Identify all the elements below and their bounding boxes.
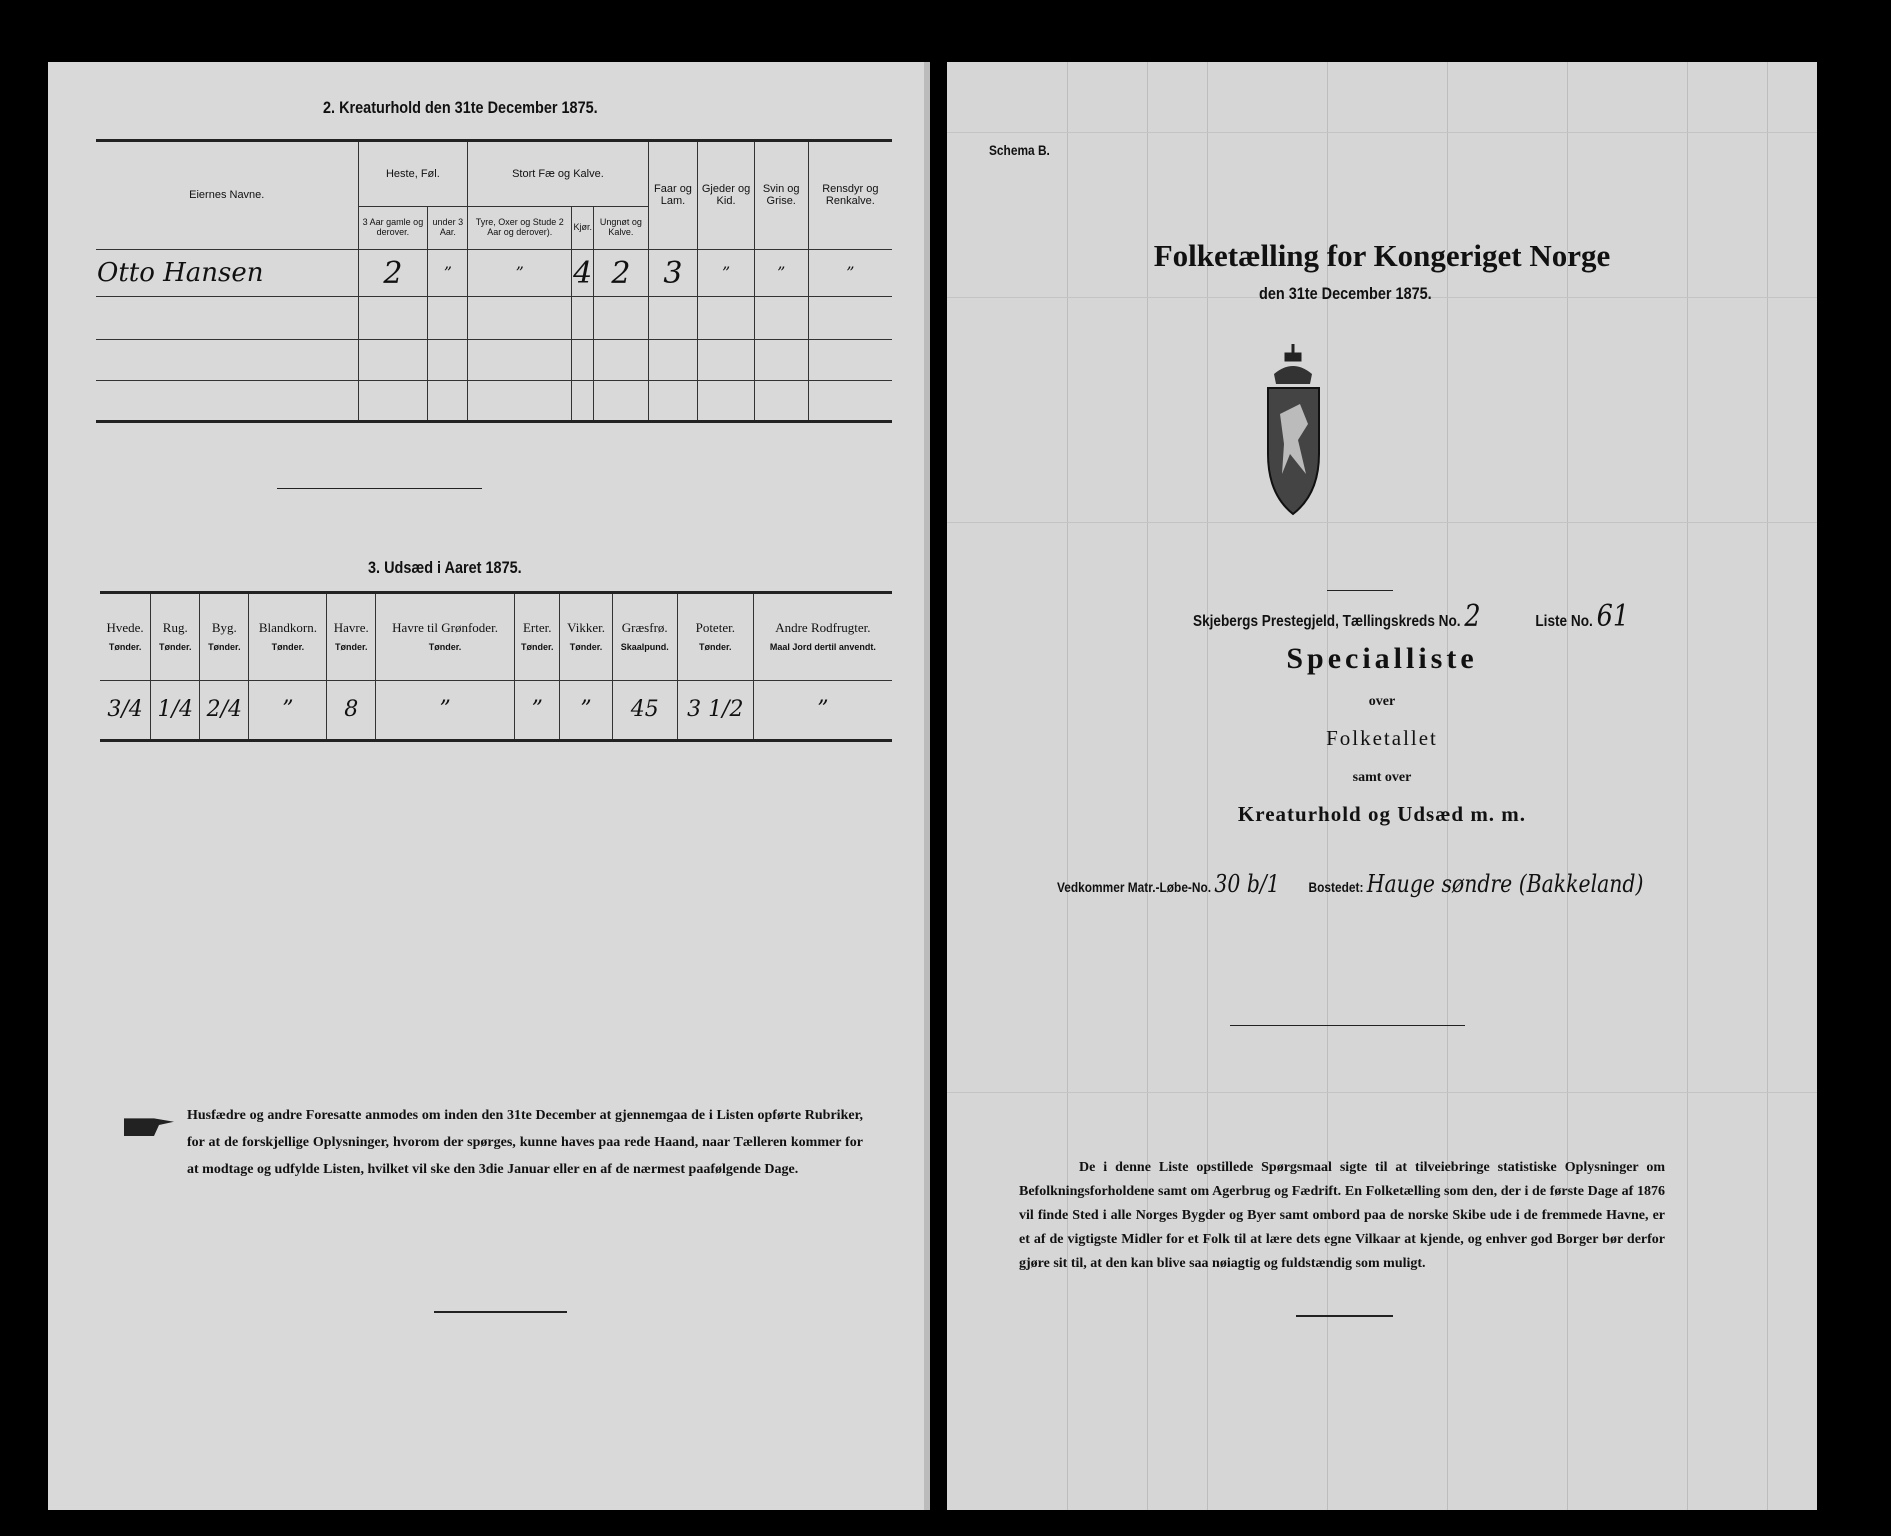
schema-label: Schema B. [989,142,1050,158]
group-header: Heste, Føl. [358,141,468,207]
cell: 3 [648,249,698,297]
seed-col-header [200,593,249,681]
seed-col-header [677,593,753,681]
seed-col-unit: Tønder. [208,642,241,653]
col-header: Tyre, Oxer og Stude 2 Aar og derover). [468,206,572,249]
seed-table [100,591,892,742]
matr-label: Vedkommer Matr.-Løbe-No. [1057,879,1212,895]
seed-col-name: Havre. [333,619,369,635]
col-header: Kjør. [572,206,594,249]
parish-name: Skjebergs [1193,613,1259,630]
seed-col-header [753,593,892,681]
seed-col-unit: Tønder. [569,642,603,653]
seed-title: 3. Udsæd i Aaret 1875. [368,558,522,577]
property-line [1057,870,1643,898]
divider [434,1311,567,1313]
col-header: Svin og Grise. [754,141,808,250]
seed-col-header [249,593,327,681]
livestock-table [96,139,892,423]
seed-value: 8 [327,681,376,741]
seed-col-header [515,593,560,681]
left-page [48,62,930,1510]
table-row [96,249,892,297]
seed-col-unit: Skaalpund. [620,642,669,653]
cell: 2 [358,249,428,297]
seed-col-unit: Tønder. [271,642,305,653]
seed-value: 3/4 [100,681,151,741]
notice-text: Husfædre og andre Foresatte anmodes om inden den 31te December at gjennemgaa de i Listen opførte Rubriker, for at de forskjellige Oplysninger, hvorom der spørges, kunne haves paa rede Haand, naar Tælleren kommer for at modtage og udfylde Listen, hvilket vil ske den 3die Januar eller en af de nærmest paafølgende Dage. [187,1108,863,1177]
seed-value: ” [376,681,515,741]
seed-col-name: Græsfrø. [621,619,668,635]
cell: 2 [594,249,648,297]
col-header: 3 Aar gamle og derover. [358,206,428,249]
seed-col-unit: Tønder. [335,642,368,653]
cell: ” [754,249,808,297]
divider [1230,1025,1465,1026]
seed-col-unit: Maal Jord dertil anvendt. [769,642,876,653]
col-header: Gjeder og Kid. [698,141,754,250]
right-page [947,62,1817,1510]
seed-col-header [612,593,677,681]
seed-value: 1/4 [151,681,200,741]
seed-col-header [376,593,515,681]
seed-col-unit: Tønder. [699,642,732,653]
seed-col-header [560,593,612,681]
seed-value: ” [560,681,612,741]
seed-col-unit: Tønder. [520,642,554,653]
coat-of-arms-icon [1260,344,1327,518]
document-title: Folketælling for Kongeriget Norge [1153,238,1611,273]
seed-value: 45 [612,681,677,741]
seed-col-header [151,593,200,681]
col-header: Faar og Lam. [648,141,698,250]
seed-value: ” [249,681,327,741]
district-label: Tællingskreds No. [1342,613,1461,630]
explanation-paragraph: De i denne Liste opstillede Spørgsmaal sigte til at tilveiebringe statistiske Oplysninger om Befolkningsforholdene samt om Agerbrug og Fædrift. En Folketælling som den, der i de første Dage af 1876 vil finde Sted i alle Norges Bygder og Byer samt ombord paa de norske Skibe ude i de fremmede Havne, er et af de vigtigste Midler for et Folk til at lære dets egne Vilkaar at kjende, og enhver god Borger bør derfor gjøre sit til, at den kan blive saa nøiagtig og fuldstændig som muligt. [1019,1160,1665,1271]
divider [1296,1315,1393,1317]
seed-value: 3 1/2 [677,681,753,741]
seed-value: ” [515,681,560,741]
specialliste-heading: Specialliste [1286,642,1478,675]
parish-label: Prestegjeld, [1261,613,1339,630]
seed-col-unit: Tønder. [158,642,192,653]
owner-name: Otto Hansen [96,249,358,297]
matr-number: 30 b/1 [1214,870,1280,898]
group-header: Stort Fæ og Kalve. [468,141,648,207]
cell: 4 [572,249,594,297]
seed-col-name: Rug. [162,619,188,635]
document-date: den 31te December 1875. [1259,284,1432,303]
divider [1327,590,1393,591]
cell: ” [428,249,468,297]
list-number: 61 [1596,599,1630,634]
seed-col-name: Hvede. [106,619,144,635]
seed-col-unit: Tønder. [428,642,462,653]
seed-col-name: Havre til Grønfoder. [392,619,498,635]
cell: ” [698,249,754,297]
cell: ” [808,249,892,297]
seed-col-header [327,593,376,681]
list-label: Liste No. [1535,613,1593,630]
owner-header: Eiernes Navne. [96,141,358,250]
district-number: 2 [1464,599,1481,634]
col-header: Rensdyr og Renkalve. [808,141,892,250]
seed-col-name: Erter. [522,619,552,635]
residence-value: Hauge søndre (Bakkeland) [1366,870,1644,898]
cell: ” [468,249,572,297]
seed-col-name: Andre Rodfrugter. [775,619,871,635]
samt-over-text: samt over [1352,770,1412,785]
seed-col-name: Byg. [211,619,237,635]
residence-label: Bostedet: [1308,879,1364,895]
col-header: Ungnøt og Kalve. [594,206,648,249]
col-header: under 3 Aar. [428,206,468,249]
seed-col-unit: Tønder. [108,642,142,653]
seed-col-name: Blandkorn. [258,619,317,635]
livestock-title: 2. Kreaturhold den 31te December 1875. [323,98,598,117]
pointing-hand-icon [124,1114,174,1136]
over-text: over [1368,694,1396,709]
divider [277,488,482,489]
seed-col-name: Poteter. [695,619,735,635]
seed-value: ” [753,681,892,741]
parish-line [1193,599,1629,634]
seed-col-name: Vikker. [567,619,605,635]
subheading: Kreaturhold og Udsæd m. m. [1237,802,1527,826]
seed-col-header [100,593,151,681]
folketallet-text: Folketallet [1326,726,1438,750]
seed-value: 2/4 [200,681,249,741]
